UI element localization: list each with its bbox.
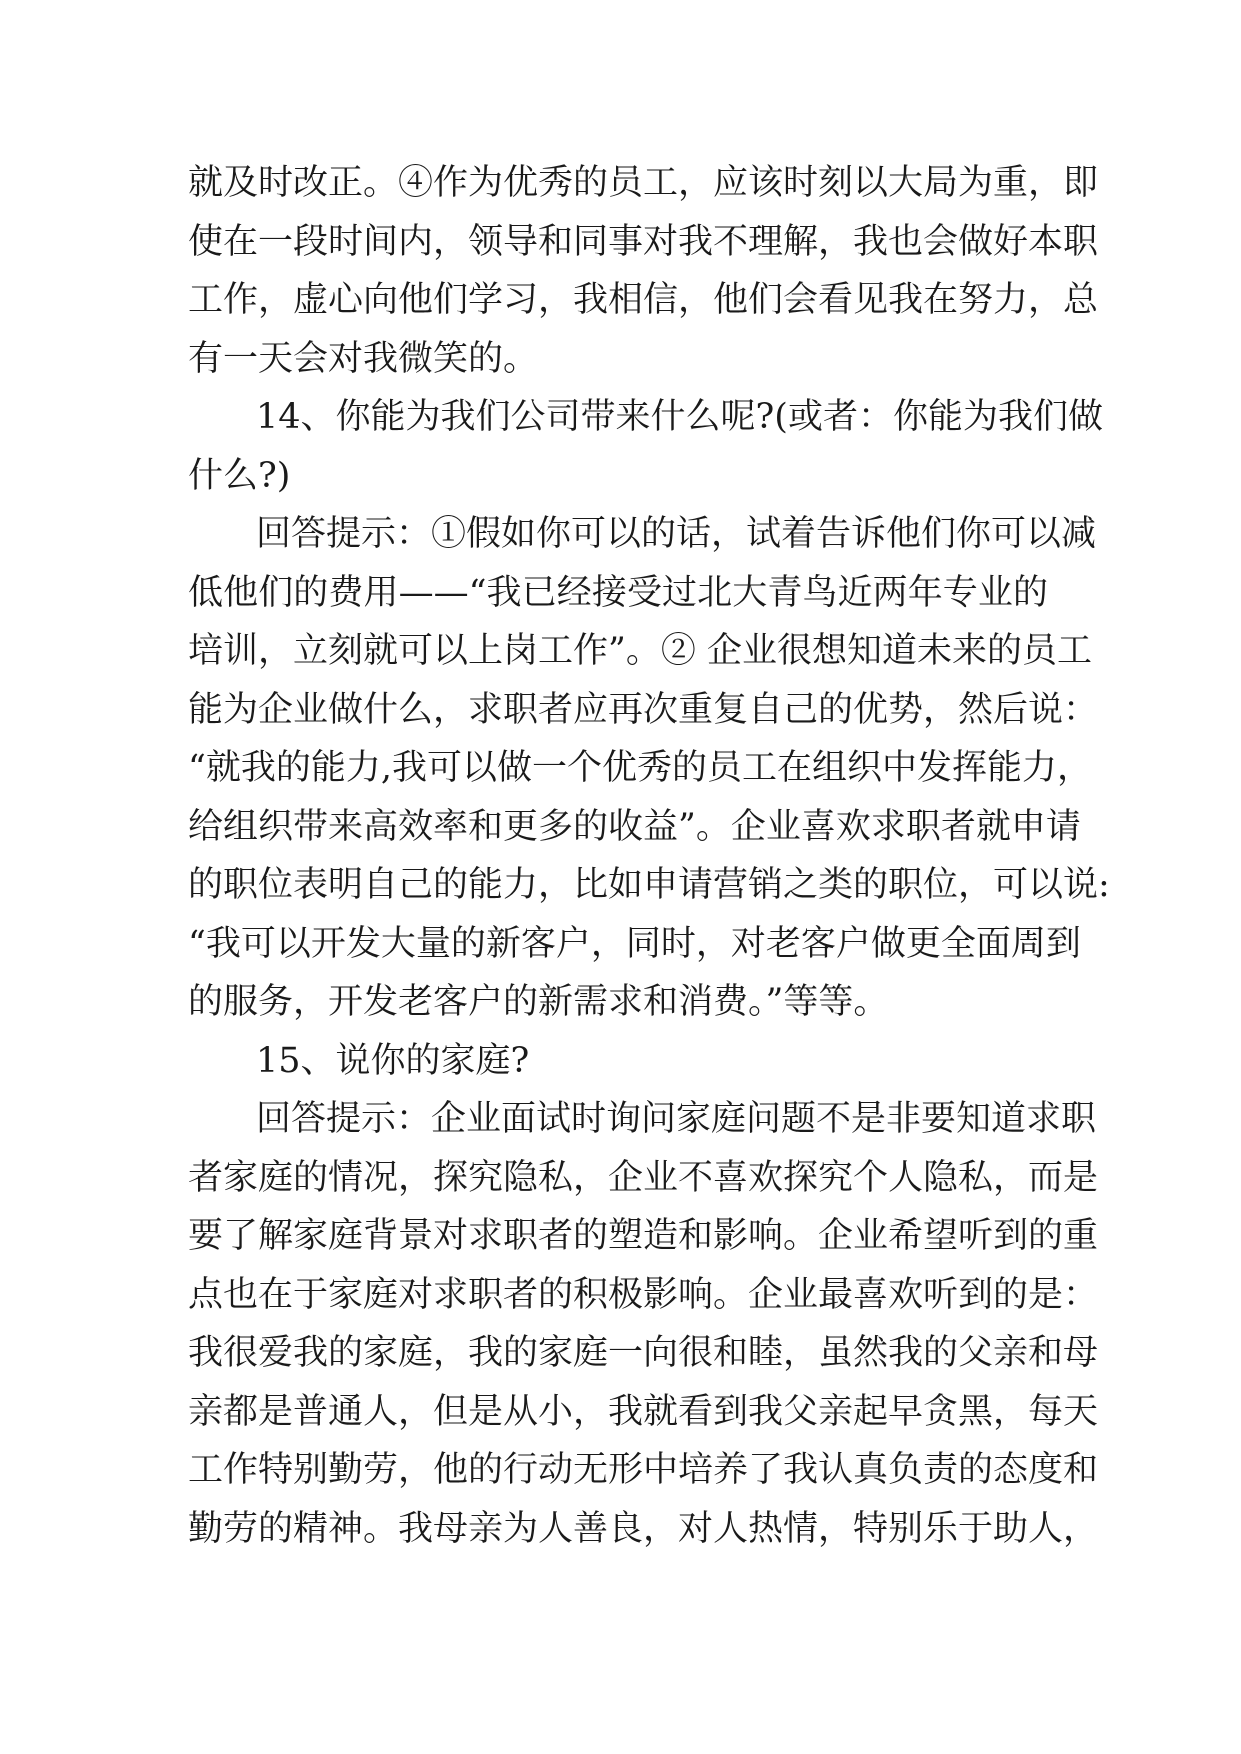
text-line: 亲都是普通人，但是从小，我就看到我父亲起早贪黑，每天	[188, 1391, 1099, 1432]
document-body	[188, 154, 1110, 1558]
text-line: 回答提示：企业面试时询问家庭问题不是非要知道求职	[256, 1099, 1097, 1139]
text-line: 的服务，开发老客户的新需求和消费。”等等。	[188, 982, 889, 1022]
text-line: 14、你能为我们公司带来什么呢?(或者：你能为我们做	[256, 397, 1103, 437]
text-line: 的职位表明自己的能力，比如申请营销之类的职位，可以说:	[188, 865, 1110, 905]
text-line: 有一天会对我微笑的。	[188, 338, 539, 379]
text-line: 低他们的费用——“我已经接受过北大青鸟近两年专业的	[188, 572, 1048, 613]
text-line: “我可以开发大量的新客户，同时，对老客户做更全面周到	[188, 923, 1081, 964]
text-line: 15、说你的家庭?	[256, 1040, 530, 1081]
text-line: 者家庭的情况，探究隐私，企业不喜欢探究个人隐私，而是	[188, 1157, 1099, 1198]
text-line: 勤劳的精神。我母亲为人善良，对人热情，特别乐于助人，	[188, 1508, 1099, 1549]
text-line: 工作，虚心向他们学习，我相信，他们会看见我在努力，总	[188, 280, 1099, 320]
text-line: “就我的能力,我可以做一个优秀的员工在组织中发挥能力，	[188, 748, 1093, 788]
text-line: 使在一段时间内，领导和同事对我不理解，我也会做好本职	[188, 221, 1099, 262]
text-line: 什么?)	[188, 455, 291, 496]
text-line: 就及时改正。④作为优秀的员工，应该时刻以大局为重，即	[188, 163, 1099, 203]
text-line: 给组织带来高效率和更多的收益”。企业喜欢求职者就申请	[188, 806, 1081, 847]
text-line: 工作特别勤劳，他的行动无形中培养了我认真负责的态度和	[188, 1450, 1099, 1490]
text-line: 能为企业做什么，求职者应再次重复自己的优势，然后说：	[188, 689, 1099, 730]
text-line: 回答提示：①假如你可以的话，试着告诉他们你可以减	[256, 514, 1097, 554]
text-line: 我很爱我的家庭，我的家庭一向很和睦，虽然我的父亲和母	[188, 1333, 1099, 1373]
text-line: 要了解家庭背景对求职者的塑造和影响。企业希望听到的重	[188, 1216, 1099, 1256]
text-line: 点也在于家庭对求职者的积极影响。企业最喜欢听到的是：	[188, 1274, 1099, 1315]
text-line: 培训，立刻就可以上岗工作”。② 企业很想知道未来的员工	[188, 631, 1093, 671]
